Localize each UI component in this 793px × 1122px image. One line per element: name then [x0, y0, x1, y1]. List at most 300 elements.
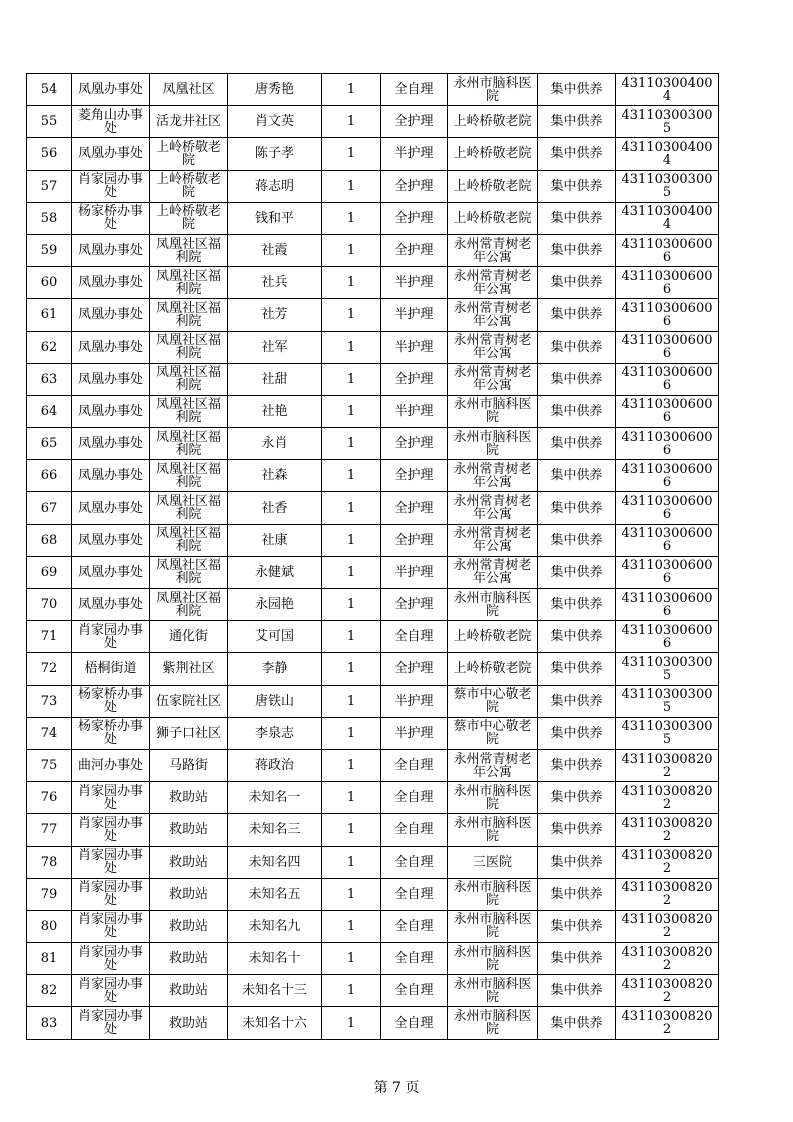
community-text: 凤凰社区福利院	[155, 268, 221, 297]
table-row	[27, 363, 719, 395]
code-cell	[616, 943, 719, 975]
page-footer: 第 7 页	[373, 1080, 420, 1096]
institution-text: 永州市脑科医院	[453, 912, 532, 941]
support-type-text: 集中供养	[550, 790, 603, 806]
institution-cell	[448, 267, 538, 299]
subdistrict-text: 肖家园办事处	[77, 880, 143, 909]
count-cell	[322, 395, 381, 427]
code-cell	[616, 234, 719, 266]
row-number-cell	[27, 267, 72, 299]
code-text: 431103006006	[621, 300, 713, 329]
support-type-cell	[538, 202, 616, 234]
row-number-text: 57	[40, 178, 58, 194]
support-type-cell	[538, 589, 616, 621]
care-level-text: 全自理	[394, 886, 434, 902]
table-row	[27, 717, 719, 749]
code-cell	[616, 621, 719, 653]
count-cell	[322, 299, 381, 331]
care-level-text: 全护理	[394, 210, 434, 226]
subdistrict-cell	[72, 202, 150, 234]
row-number-text: 69	[40, 564, 58, 580]
community-text: 凤凰社区福利院	[155, 333, 221, 362]
community-cell	[150, 910, 228, 942]
care-level-cell	[381, 395, 448, 427]
support-type-text: 集中供养	[550, 918, 603, 934]
care-level-text: 全自理	[394, 629, 434, 645]
row-number-cell	[27, 428, 72, 460]
count-cell	[322, 846, 381, 878]
row-number-cell	[27, 975, 72, 1007]
community-cell	[150, 1007, 228, 1039]
institution-cell	[448, 685, 538, 717]
support-type-cell	[538, 395, 616, 427]
community-text: 紫荆社区	[162, 661, 215, 677]
community-cell	[150, 395, 228, 427]
support-type-cell	[538, 331, 616, 363]
support-type-cell	[538, 717, 616, 749]
table-row	[27, 202, 719, 234]
name-cell	[228, 878, 322, 910]
subdistrict-text: 凤凰办事处	[77, 532, 143, 548]
row-number-text: 72	[40, 661, 58, 677]
name-text: 未知名十	[248, 951, 301, 967]
support-type-text: 集中供养	[550, 339, 603, 355]
subdistrict-text: 肖家园办事处	[77, 976, 143, 1005]
table-row	[27, 878, 719, 910]
row-number-cell	[27, 234, 72, 266]
support-type-text: 集中供养	[550, 114, 603, 130]
subdistrict-text: 凤凰办事处	[77, 500, 143, 516]
name-cell	[228, 621, 322, 653]
table-row	[27, 846, 719, 878]
code-text: 431103008202	[621, 944, 713, 973]
support-type-cell	[538, 74, 616, 106]
name-text: 社康	[261, 532, 288, 548]
count-cell	[322, 1007, 381, 1039]
row-number-cell	[27, 589, 72, 621]
count-cell	[322, 170, 381, 202]
community-text: 凤凰社区福利院	[155, 365, 221, 394]
institution-cell	[448, 910, 538, 942]
care-level-cell	[381, 106, 448, 138]
count-text: 1	[346, 661, 356, 677]
subdistrict-cell	[72, 363, 150, 395]
care-level-text: 全护理	[394, 178, 434, 194]
row-number-cell	[27, 492, 72, 524]
count-cell	[322, 975, 381, 1007]
code-cell	[616, 846, 719, 878]
row-number-text: 64	[40, 403, 58, 419]
row-number-text: 67	[40, 500, 58, 516]
institution-cell	[448, 782, 538, 814]
count-text: 1	[346, 597, 356, 613]
institution-cell	[448, 460, 538, 492]
count-text: 1	[346, 790, 356, 806]
code-text: 431103008202	[621, 815, 713, 844]
row-number-cell	[27, 717, 72, 749]
community-text: 通化街	[168, 629, 208, 645]
row-number-text: 59	[40, 243, 58, 259]
care-level-text: 全护理	[394, 436, 434, 452]
subdistrict-cell	[72, 170, 150, 202]
row-number-text: 62	[40, 339, 58, 355]
care-level-text: 全护理	[394, 114, 434, 130]
institution-text: 上岭桥敬老院	[453, 114, 532, 130]
support-type-text: 集中供养	[550, 371, 603, 387]
count-text: 1	[346, 146, 356, 162]
subdistrict-text: 肖家园办事处	[77, 622, 143, 651]
care-level-cell	[381, 363, 448, 395]
care-level-text: 全护理	[394, 371, 434, 387]
community-cell	[150, 814, 228, 846]
subdistrict-text: 杨家桥办事处	[77, 204, 143, 233]
institution-cell	[448, 492, 538, 524]
count-text: 1	[346, 403, 356, 419]
count-cell	[322, 685, 381, 717]
name-text: 永园艳	[254, 597, 294, 613]
count-cell	[322, 460, 381, 492]
name-cell	[228, 749, 322, 781]
row-number-cell	[27, 170, 72, 202]
subdistrict-text: 杨家桥办事处	[77, 687, 143, 716]
table-row	[27, 782, 719, 814]
code-text: 431103006006	[621, 429, 713, 458]
code-cell	[616, 106, 719, 138]
community-text: 救助站	[168, 886, 208, 902]
name-text: 社艳	[261, 403, 288, 419]
subdistrict-text: 杨家桥办事处	[77, 719, 143, 748]
support-type-cell	[538, 685, 616, 717]
care-level-text: 半护理	[394, 146, 434, 162]
subdistrict-cell	[72, 524, 150, 556]
row-number-cell	[27, 910, 72, 942]
row-number-text: 82	[40, 983, 58, 999]
count-text: 1	[346, 693, 356, 709]
community-text: 救助站	[168, 951, 208, 967]
community-cell	[150, 878, 228, 910]
subdistrict-text: 凤凰办事处	[77, 82, 143, 98]
community-cell	[150, 556, 228, 588]
care-level-cell	[381, 749, 448, 781]
code-cell	[616, 299, 719, 331]
support-type-cell	[538, 782, 616, 814]
subdistrict-text: 肖家园办事处	[77, 172, 143, 201]
institution-cell	[448, 106, 538, 138]
subdistrict-text: 曲河办事处	[77, 758, 143, 774]
subdistrict-cell	[72, 685, 150, 717]
name-text: 蒋志明	[254, 178, 294, 194]
count-text: 1	[346, 629, 356, 645]
name-cell	[228, 846, 322, 878]
row-number-text: 81	[40, 951, 58, 967]
code-text: 431103006006	[621, 268, 713, 297]
name-text: 社森	[261, 468, 288, 484]
code-text: 431103006006	[621, 461, 713, 490]
code-text: 431103008202	[621, 751, 713, 780]
name-cell	[228, 492, 322, 524]
row-number-text: 83	[40, 1015, 58, 1031]
name-text: 社霞	[261, 243, 288, 259]
name-text: 社军	[261, 339, 288, 355]
subdistrict-cell	[72, 267, 150, 299]
row-number-cell	[27, 331, 72, 363]
table-row	[27, 299, 719, 331]
row-number-cell	[27, 299, 72, 331]
code-cell	[616, 331, 719, 363]
code-cell	[616, 363, 719, 395]
code-text: 431103006006	[621, 558, 713, 587]
name-text: 肖文英	[254, 114, 294, 130]
care-level-text: 全自理	[394, 822, 434, 838]
name-cell	[228, 524, 322, 556]
subdistrict-text: 凤凰办事处	[77, 403, 143, 419]
care-level-text: 半护理	[394, 275, 434, 291]
support-type-cell	[538, 814, 616, 846]
name-cell	[228, 717, 322, 749]
support-type-cell	[538, 267, 616, 299]
community-cell	[150, 685, 228, 717]
row-number-text: 74	[40, 725, 58, 741]
row-number-text: 55	[40, 114, 58, 130]
institution-cell	[448, 878, 538, 910]
table-row	[27, 814, 719, 846]
institution-cell	[448, 234, 538, 266]
care-level-text: 半护理	[394, 339, 434, 355]
support-type-text: 集中供养	[550, 597, 603, 613]
count-text: 1	[346, 436, 356, 452]
institution-text: 上岭桥敬老院	[453, 661, 532, 677]
name-text: 永肖	[261, 436, 288, 452]
support-type-cell	[538, 878, 616, 910]
institution-cell	[448, 428, 538, 460]
subdistrict-text: 凤凰办事处	[77, 243, 143, 259]
support-type-text: 集中供养	[550, 983, 603, 999]
care-level-text: 全护理	[394, 468, 434, 484]
name-text: 陈子孝	[254, 146, 294, 162]
records-table-body	[27, 74, 719, 1040]
row-number-text: 63	[40, 371, 58, 387]
subdistrict-cell	[72, 299, 150, 331]
institution-cell	[448, 202, 538, 234]
code-text: 431103004004	[621, 75, 713, 104]
care-level-cell	[381, 717, 448, 749]
community-cell	[150, 363, 228, 395]
count-cell	[322, 234, 381, 266]
community-text: 上岭桥敬老院	[155, 172, 221, 201]
row-number-text: 66	[40, 468, 58, 484]
support-type-cell	[538, 1007, 616, 1039]
code-cell	[616, 878, 719, 910]
name-cell	[228, 331, 322, 363]
row-number-text: 56	[40, 146, 58, 162]
count-cell	[322, 717, 381, 749]
support-type-cell	[538, 138, 616, 170]
subdistrict-cell	[72, 943, 150, 975]
subdistrict-text: 凤凰办事处	[77, 371, 143, 387]
name-cell	[228, 556, 322, 588]
subdistrict-text: 凤凰办事处	[77, 307, 143, 323]
care-level-cell	[381, 878, 448, 910]
count-cell	[322, 74, 381, 106]
row-number-text: 77	[40, 822, 58, 838]
subdistrict-cell	[72, 1007, 150, 1039]
subdistrict-cell	[72, 234, 150, 266]
count-cell	[322, 267, 381, 299]
institution-text: 三医院	[472, 854, 512, 870]
row-number-text: 79	[40, 886, 58, 902]
institution-cell	[448, 589, 538, 621]
table-row	[27, 943, 719, 975]
name-text: 社香	[261, 500, 288, 516]
institution-cell	[448, 299, 538, 331]
table-row	[27, 106, 719, 138]
name-cell	[228, 234, 322, 266]
code-cell	[616, 717, 719, 749]
care-level-cell	[381, 460, 448, 492]
institution-text: 永州常青树老年公寓	[453, 751, 532, 780]
institution-cell	[448, 814, 538, 846]
code-cell	[616, 395, 719, 427]
name-text: 未知名五	[248, 886, 301, 902]
count-text: 1	[346, 339, 356, 355]
name-text: 钱和平	[254, 210, 294, 226]
care-level-text: 全自理	[394, 758, 434, 774]
code-text: 431103006006	[621, 590, 713, 619]
row-number-cell	[27, 106, 72, 138]
institution-text: 永州市脑科医院	[453, 397, 532, 426]
count-text: 1	[346, 500, 356, 516]
subdistrict-cell	[72, 460, 150, 492]
subdistrict-text: 肖家园办事处	[77, 1009, 143, 1038]
row-number-text: 54	[40, 82, 58, 98]
care-level-text: 半护理	[394, 403, 434, 419]
count-cell	[322, 878, 381, 910]
care-level-text: 全自理	[394, 82, 434, 98]
subdistrict-text: 凤凰办事处	[77, 597, 143, 613]
name-cell	[228, 653, 322, 685]
row-number-text: 78	[40, 854, 58, 870]
community-cell	[150, 621, 228, 653]
table-row	[27, 234, 719, 266]
community-cell	[150, 331, 228, 363]
code-text: 431103004004	[621, 139, 713, 168]
name-text: 唐铁山	[254, 693, 294, 709]
institution-text: 上岭桥敬老院	[453, 178, 532, 194]
name-cell	[228, 395, 322, 427]
name-text: 未知名一	[248, 790, 301, 806]
count-text: 1	[346, 725, 356, 741]
support-type-cell	[538, 234, 616, 266]
care-level-cell	[381, 234, 448, 266]
institution-text: 上岭桥敬老院	[453, 210, 532, 226]
row-number-cell	[27, 460, 72, 492]
support-type-text: 集中供养	[550, 532, 603, 548]
name-cell	[228, 74, 322, 106]
community-text: 狮子口社区	[155, 725, 221, 741]
institution-text: 永州常青树老年公寓	[453, 526, 532, 555]
subdistrict-cell	[72, 556, 150, 588]
code-cell	[616, 74, 719, 106]
support-type-text: 集中供养	[550, 564, 603, 580]
care-level-cell	[381, 492, 448, 524]
code-cell	[616, 749, 719, 781]
community-cell	[150, 428, 228, 460]
institution-cell	[448, 556, 538, 588]
support-type-text: 集中供养	[550, 661, 603, 677]
subdistrict-text: 凤凰办事处	[77, 146, 143, 162]
institution-cell	[448, 138, 538, 170]
support-type-cell	[538, 943, 616, 975]
name-text: 艾可国	[254, 629, 294, 645]
institution-cell	[448, 395, 538, 427]
count-text: 1	[346, 275, 356, 291]
row-number-cell	[27, 685, 72, 717]
support-type-cell	[538, 749, 616, 781]
row-number-text: 68	[40, 532, 58, 548]
name-cell	[228, 170, 322, 202]
support-type-cell	[538, 460, 616, 492]
subdistrict-text: 肖家园办事处	[77, 815, 143, 844]
care-level-text: 全自理	[394, 918, 434, 934]
subdistrict-cell	[72, 910, 150, 942]
name-text: 唐秀艳	[254, 82, 294, 98]
row-number-cell	[27, 524, 72, 556]
community-text: 凤凰社区福利院	[155, 494, 221, 523]
subdistrict-cell	[72, 106, 150, 138]
row-number-text: 65	[40, 436, 58, 452]
table-row	[27, 74, 719, 106]
institution-cell	[448, 524, 538, 556]
subdistrict-text: 凤凰办事处	[77, 564, 143, 580]
community-text: 活龙井社区	[155, 114, 221, 130]
name-text: 未知名十三	[241, 983, 307, 999]
count-cell	[322, 138, 381, 170]
care-level-cell	[381, 428, 448, 460]
support-type-text: 集中供养	[550, 146, 603, 162]
row-number-cell	[27, 202, 72, 234]
community-text: 凤凰社区福利院	[155, 461, 221, 490]
count-cell	[322, 943, 381, 975]
support-type-text: 集中供养	[550, 886, 603, 902]
name-text: 未知名三	[248, 822, 301, 838]
community-cell	[150, 492, 228, 524]
code-text: 431103008202	[621, 880, 713, 909]
count-text: 1	[346, 178, 356, 194]
community-text: 凤凰社区	[162, 82, 215, 98]
row-number-cell	[27, 878, 72, 910]
table-row	[27, 589, 719, 621]
code-text: 431103008202	[621, 976, 713, 1005]
institution-cell	[448, 975, 538, 1007]
name-cell	[228, 299, 322, 331]
institution-text: 永州市脑科医院	[453, 880, 532, 909]
institution-text: 上岭桥敬老院	[453, 146, 532, 162]
code-cell	[616, 138, 719, 170]
row-number-cell	[27, 1007, 72, 1039]
row-number-text: 75	[40, 758, 58, 774]
row-number-cell	[27, 621, 72, 653]
row-number-cell	[27, 782, 72, 814]
support-type-text: 集中供养	[550, 629, 603, 645]
row-number-text: 80	[40, 918, 58, 934]
code-cell	[616, 589, 719, 621]
code-cell	[616, 170, 719, 202]
name-text: 未知名十六	[241, 1015, 307, 1031]
table-row	[27, 524, 719, 556]
support-type-cell	[538, 910, 616, 942]
count-cell	[322, 428, 381, 460]
table-row	[27, 621, 719, 653]
